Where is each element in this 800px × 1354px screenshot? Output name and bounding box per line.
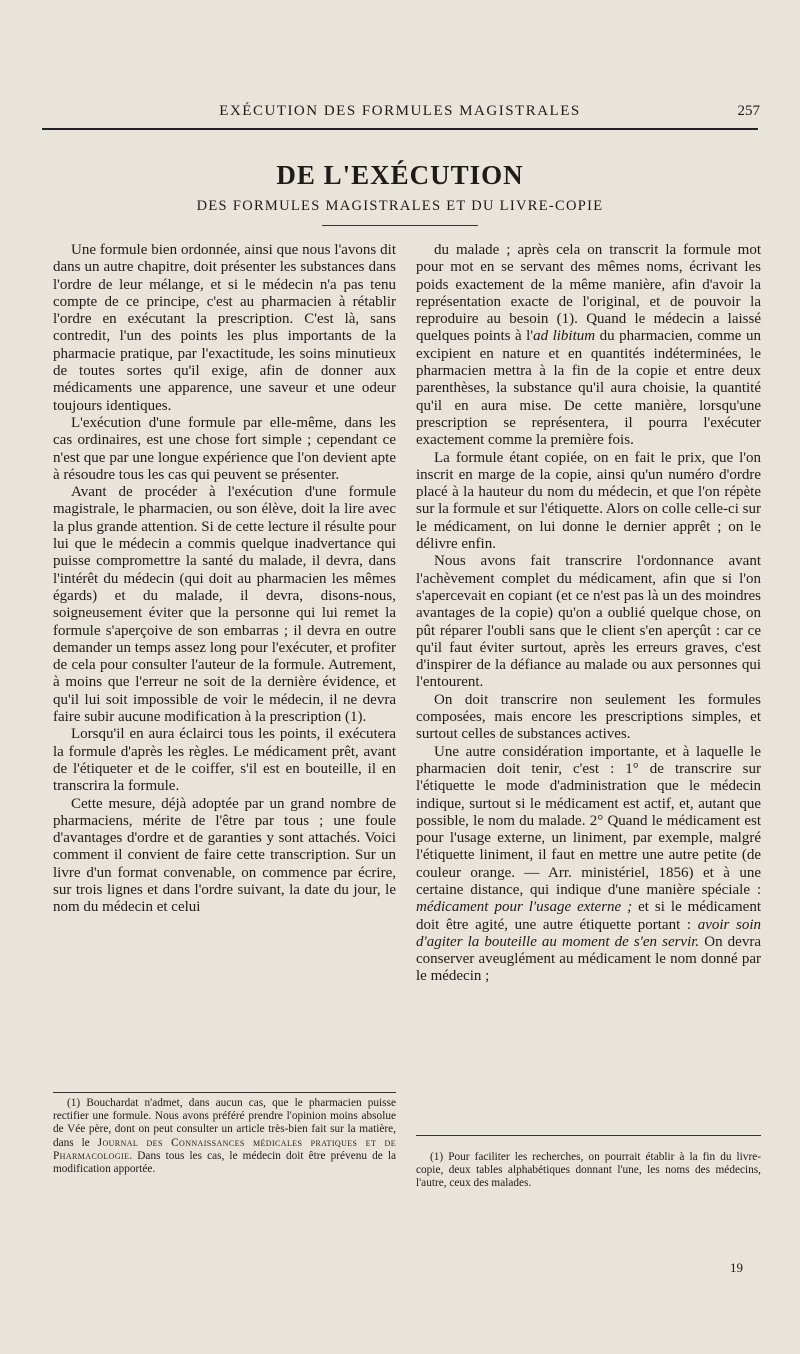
italic-text: avoir soin d'agiter la bouteille au moment de s'en servir. xyxy=(416,916,762,950)
text-run: On devra conserver aveuglément au médicament le nom donné par le médecin ; xyxy=(416,933,761,985)
footnote-left xyxy=(53,1097,396,1176)
paragraph: Une formule bien ordonnée, ainsi que nous l'avons dit dans un autre chapitre, doit présenter les substances dans l'ordre de leur mélange, et si le médecin n'a pas tenu compte de ce principe, c'est au pharmacien à rétablir l'ordre en exécutant la prescription. C'est là, sans contredit, l'un des points les plus importants de la pharmacie pratique, par l'exactitude, les soins minutieux de toutes sortes qu'il exige, afin de donner aux médicaments une apparence, une saveur et une odeur toujours identiques. xyxy=(53,242,396,414)
chapter-subtitle: DES FORMULES MAGISTRALES ET DU LIVRE-COPIE xyxy=(196,198,604,214)
footnote-right xyxy=(416,1151,761,1191)
text-run: du malade ; après cela on transcrit la formule mot pour mot en se servant des mêmes noms, écrivant les poids exactement de la même manière, afin d'avoir la représentation exacte de l'original, et de pouvoir la reproduire au besoin (1). Quand le médecin a laissé quelques points à l' xyxy=(416,242,761,345)
text-run: et si le médicament doit être agité, une autre étiquette portant : xyxy=(416,899,761,933)
left-column xyxy=(53,242,396,917)
running-head xyxy=(40,103,760,125)
paragraph: On doit transcrire non seulement les formules composées, mais encore les prescriptions simples, et surtout celles de substances actives. xyxy=(416,691,761,743)
paragraph: L'exécution d'une formule par elle-même, dans les cas ordinaires, est une chose fort simple ; cependant ce n'est que par une longue expérience que l'on devient apte à résoudre tous les cas qui peuvent se présenter. xyxy=(53,414,396,483)
paragraph xyxy=(416,744,761,986)
footnote-rule-right xyxy=(416,1135,761,1136)
page-number: 257 xyxy=(737,103,760,119)
text-run: du pharmacien, comme un excipient en nature et en quantités indéterminées, le pharmacien mettra à la fin de la copie et entre deux parenthèses, la substance qu'il aura choisie, la quantité qu'il en aura mise. De cette manière, lorsqu'une prescription se représentera, il pourra l'exécuter exactement comme la première fois. xyxy=(416,328,761,449)
signature-mark: 19 xyxy=(730,1260,743,1275)
header-rule xyxy=(42,128,758,130)
right-column xyxy=(416,242,761,986)
italic-text: ad libitum xyxy=(533,328,596,345)
paragraph: Avant de procéder à l'exécution d'une formule magistrale, le pharmacien, ou son élève, doit la lire avec la plus grande attention. Si de cette lecture il résulte pour lui que le médecin a commis quelque inadvertance qui puisse compromettre la santé du malade, il devra, dans l'intérêt du médecin (qui doit au pharmacien les mêmes égards) et du malade, il devra, disons-nous, soigneusement éviter que la personne qui lui remet la formule s'aperçoive de son embarras ; il devra en outre demander un temps assez long pour l'exécuter, et profiter de cela pour consulter l'auteur de la formule. Autrement, à moins que l'erreur ne soit de la dernière évidence, et qu'il lui soit impossible de voir le médecin, il ne devra faire subir aucune modification à la prescription (1). xyxy=(53,484,396,726)
text-run: . Dans tous les cas, le médecin doit être prévenu de la modification apportée. xyxy=(53,1149,396,1176)
small-caps-text: Journal des Connaissances médicales pratiques et de Pharmacologie xyxy=(53,1136,397,1162)
chapter-title: DE L'EXÉCUTION xyxy=(276,160,524,190)
paragraph: Lorsqu'il en aura éclairci tous les points, il exécutera la formule d'après les règles. Le médicament prêt, avant de l'étiqueter et de le coiffer, s'il est en bouteille, il en transcrira la formule. xyxy=(53,726,396,795)
footnote-text: (1) Pour faciliter les recherches, on pourrait établir à la fin du livre-copie, deux tables alphabétiques donnant l'une, les noms des médecins, l'autre, ceux des malades. xyxy=(416,1151,761,1190)
paragraph xyxy=(416,242,761,450)
text-run: (1) Bouchardat n'admet, dans aucun cas, que le pharmacien puisse rectifier une formule. Nous avons préféré prendre l'opinion moins absolue de Vée père, dont on peut consulter un article très-bien fait sur la matière, dans le xyxy=(53,1097,396,1149)
footnote-text xyxy=(53,1097,396,1176)
paragraph: Cette mesure, déjà adoptée par un grand nombre de pharmaciens, mérite de l'être par tous ; une foule d'avantages d'ordre et de garanties y sont attachés. Voici comment il convient de faire cette transcription. Sur un livre d'un format convenable, on commence par écrire, sur trois lignes et dans l'ordre suivant, la date du jour, le nom du médecin et celui xyxy=(53,795,396,916)
title-rule xyxy=(322,225,478,226)
footnote-rule-left xyxy=(53,1092,396,1093)
italic-text: médicament pour l'usage externe ; xyxy=(416,899,633,916)
paragraph: La formule étant copiée, on en fait le prix, que l'on inscrit en marge de la copie, ainsi qu'un numéro d'ordre placé à la hauteur du nom du médecin, et que l'on répète sur la formule et sur l'étiquette. Alors on colle celle-ci sur le médicament, on lui donne le dernier apprêt ; on le délivre enfin. xyxy=(416,449,761,553)
running-title: EXÉCUTION DES FORMULES MAGISTRALES xyxy=(219,103,581,119)
text-run: Une autre considération importante, et à laquelle le pharmacien doit tenir, c'est : 1° de transcrire sur l'étiquette le mode d'administration que le médecin indique, surtout si le médicament est actif, et, autant que possible, le nom du malade. 2° Quand le médicament est pour l'usage externe, un liniment, par exemple, malgré l'étiquette liniment, il faut en mettre une autre petite (de couleur orange. — Arr. ministériel, 1856) et à une certaine distance, qui indique d'une manière spéciale : xyxy=(416,743,761,898)
paragraph: Nous avons fait transcrire l'ordonnance avant l'achèvement complet du médicament, afin que si l'on s'apercevait en copiant (et ce n'est pas là un des moindres avantages de la copie) qu'on a oublié quelque chose, on pût réparer l'oubli sans que le client s'en aperçût : car ce qu'il faut éviter surtout, après les erreurs graves, c'est d'inspirer de la défiance au malade ou aux personnes qui l'entourent. xyxy=(416,553,761,691)
